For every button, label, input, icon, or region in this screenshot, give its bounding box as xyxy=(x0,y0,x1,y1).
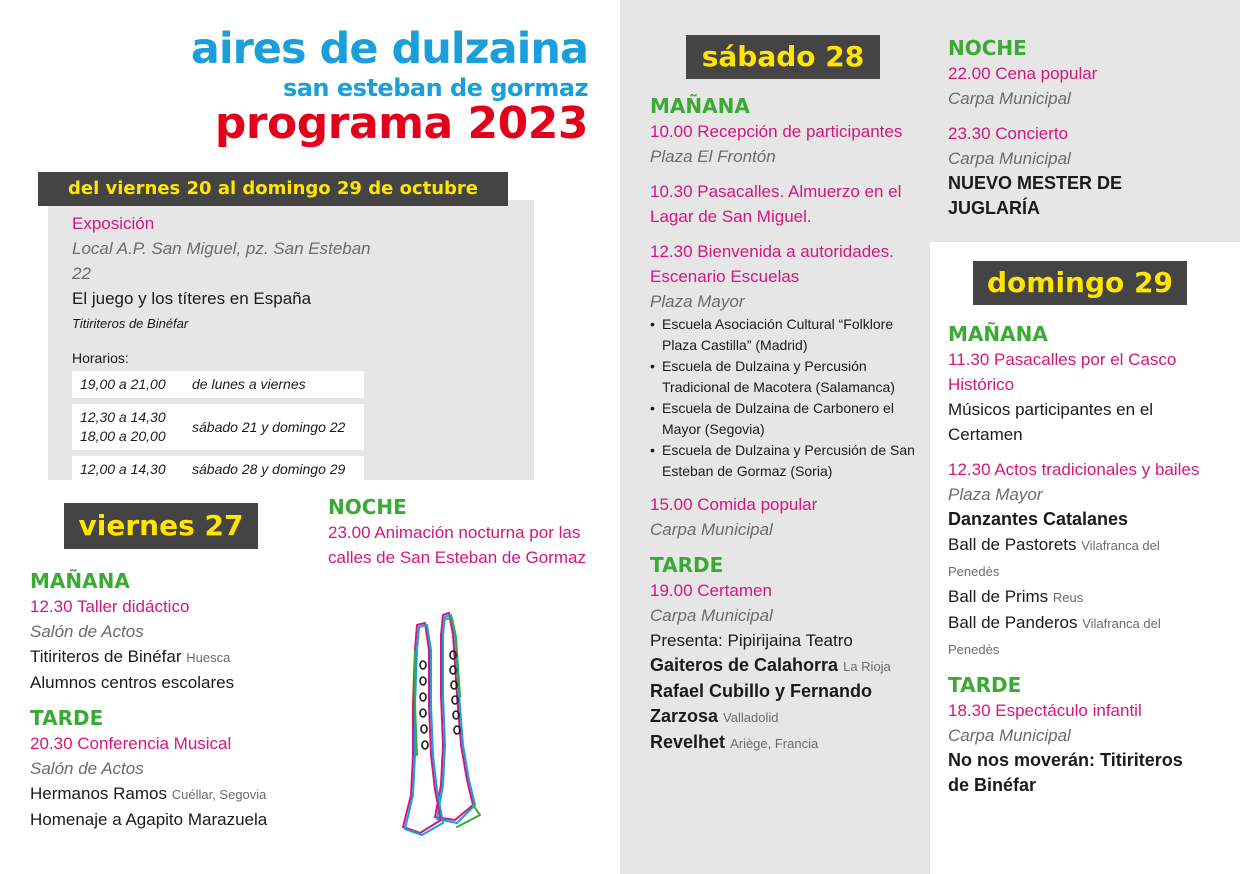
viernes-performer: Alumnos centros escolares xyxy=(30,673,235,692)
viernes-performer: Titiriteros de Binéfar Huesca xyxy=(30,647,231,666)
horario-days: de lunes a viernes xyxy=(192,376,306,392)
sabado-group: Revelhet Ariège, Francia xyxy=(650,732,819,752)
sabado-place: Carpa Municipal xyxy=(650,520,773,539)
sabado-place: Plaza El Frontón xyxy=(650,147,776,166)
domingo-event: 18.30 Espectáculo infantil xyxy=(948,701,1142,720)
viernes-column xyxy=(30,568,320,832)
sabado-event: 10.30 Pasacalles. Almuerzo en el Lagar de San Miguel. xyxy=(650,182,902,226)
expo-author: Titiriteros de Binéfar xyxy=(72,316,189,331)
viernes-event: 12.30 Taller didáctico xyxy=(30,597,190,616)
sabado-presenter: Presenta: Pipirijaina Teatro xyxy=(650,631,853,650)
domingo-place: Plaza Mayor xyxy=(948,485,1043,504)
sabado-event: 19.00 Certamen xyxy=(650,581,772,600)
dulzaina-icon xyxy=(395,605,505,840)
horario-time: 12,30 a 14,30 18,00 a 20,00 xyxy=(80,409,166,444)
domingo-dance: Ball de Prims Reus xyxy=(948,587,1084,606)
horarios-label: Horarios: xyxy=(72,350,129,366)
expo-content xyxy=(72,211,372,489)
sabado-group: NUEVO MESTER DE JUGLARÍA xyxy=(948,173,1123,218)
domingo-column xyxy=(948,321,1208,798)
domingo-dance: Ball de Panderos Vilafranca del Penedès xyxy=(948,613,1161,657)
sabado-place: Carpa Municipal xyxy=(650,606,773,625)
sabado-manana-heading: MAÑANA xyxy=(650,94,750,118)
school-item: • Escuela de Dulzaina y Percusión Tradicional de Macotera (Salamanca) xyxy=(650,356,920,398)
sabado-event: 23.30 Concierto xyxy=(948,124,1069,143)
viernes-noche xyxy=(328,494,598,570)
school-item: • Escuela Asociación Cultural “Folklore Plaza Castilla” (Madrid) xyxy=(650,314,920,356)
expo-banner: del viernes 20 al domingo 29 de octubre xyxy=(38,172,508,206)
sabado-event: 10.00 Recepción de participantes xyxy=(650,122,903,141)
domingo-event: 11.30 Pasacalles por el Casco Histórico xyxy=(948,350,1177,394)
sabado-tarde-heading: TARDE xyxy=(650,553,724,577)
viernes-noche-heading: NOCHE xyxy=(328,495,407,519)
viernes-manana-heading: MAÑANA xyxy=(30,569,130,593)
main-title: aires de dulzaina xyxy=(190,24,588,74)
horario-days: sábado 21 y domingo 22 xyxy=(192,418,346,435)
sabado-group: Rafael Cubillo y Fernando Zarzosa Valladolid xyxy=(650,681,873,726)
domingo-group: Danzantes Catalanes xyxy=(948,509,1129,529)
domingo-dance: Ball de Pastorets Vilafranca del Penedès xyxy=(948,535,1160,579)
viernes-tarde-heading: TARDE xyxy=(30,706,104,730)
domingo-banner: domingo 29 xyxy=(973,261,1187,305)
viernes-place: Salón de Actos xyxy=(30,759,144,778)
sabado-place: Plaza Mayor xyxy=(650,292,745,311)
horario-row xyxy=(72,371,364,398)
domingo-desc: Músicos participantes en el Certamen xyxy=(948,400,1154,444)
viernes-banner: viernes 27 xyxy=(64,503,258,549)
horario-days: sábado 28 y domingo 29 xyxy=(192,461,346,477)
sabado-noche-heading: NOCHE xyxy=(948,36,1027,60)
horario-time: 19,00 a 21,00 xyxy=(80,376,166,392)
viernes-place: Salón de Actos xyxy=(30,622,144,641)
domingo-event: 12.30 Actos tradicionales y bailes xyxy=(948,460,1200,479)
horario-row xyxy=(72,456,364,483)
expo-place: Local A.P. San Miguel, pz. San Esteban 22 xyxy=(72,239,371,283)
horario-row xyxy=(72,404,364,450)
sabado-column xyxy=(650,93,920,756)
expo-heading: Exposición xyxy=(72,214,155,233)
sabado-group: Gaiteros de Calahorra La Rioja xyxy=(650,655,891,675)
domingo-manana-heading: MAÑANA xyxy=(948,322,1048,346)
sabado-noche xyxy=(948,35,1198,221)
program-title: programa 2023 xyxy=(214,98,588,149)
domingo-group: No nos moverán: Titiriteros de Binéfar xyxy=(948,750,1183,795)
sabado-event: 22.00 Cena popular xyxy=(948,64,1098,83)
domingo-tarde-heading: TARDE xyxy=(948,673,1022,697)
school-item: • Escuela de Dulzaina de Carbonero el Mayor (Segovia) xyxy=(650,398,920,440)
sabado-place: Carpa Municipal xyxy=(948,89,1071,108)
town-subtitle: san esteban de gormaz xyxy=(282,74,588,102)
expo-name: El juego y los títeres en España xyxy=(72,289,312,308)
viernes-performer: Homenaje a Agapito Marazuela xyxy=(30,810,268,829)
school-item: • Escuela de Dulzaina y Percusión de San Esteban de Gormaz (Soria) xyxy=(650,440,920,482)
sabado-place: Carpa Municipal xyxy=(948,149,1071,168)
sabado-event: 15.00 Comida popular xyxy=(650,495,818,514)
viernes-performer: Hermanos Ramos Cuéllar, Segovia xyxy=(30,784,267,803)
sabado-event: 12.30 Bienvenida a autoridades. Escenario Escuelas xyxy=(650,242,894,286)
domingo-place: Carpa Municipal xyxy=(948,726,1071,745)
sabado-banner: sábado 28 xyxy=(686,35,880,79)
viernes-event: 20.30 Conferencia Musical xyxy=(30,734,232,753)
viernes-event: 23.00 Animación nocturna por las calles de San Esteban de Gormaz xyxy=(328,523,586,567)
horario-time: 12,00 a 14,30 xyxy=(80,461,166,477)
